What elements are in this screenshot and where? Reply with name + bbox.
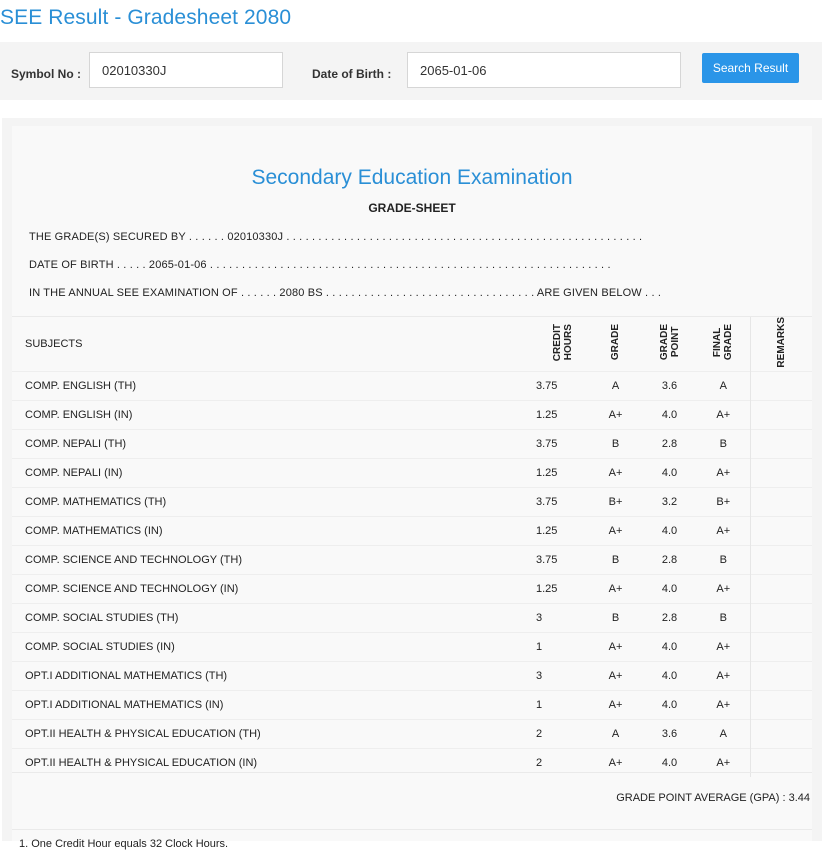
grade-point-cell: 4.0 bbox=[642, 400, 697, 429]
col-header-credit-hours: CREDIT HOURS bbox=[551, 323, 574, 361]
grade-point-cell: 2.8 bbox=[642, 429, 697, 458]
grade-cell: B bbox=[589, 603, 642, 632]
dob-label: Date of Birth : bbox=[312, 67, 392, 81]
final-grade-cell: A+ bbox=[697, 748, 750, 777]
exam-line: IN THE ANNUAL SEE EXAMINATION OF . . . . . . 2080 BS . . . . . . . . . . . . . . . . . . . . . . . . . . . . . . . . . ARE GIVEN BELOW . . . bbox=[29, 287, 662, 299]
subject-cell: COMP. SCIENCE AND TECHNOLOGY (TH) bbox=[12, 545, 536, 574]
table-row bbox=[12, 719, 812, 748]
col-header-remarks: REMARKS bbox=[775, 317, 787, 368]
grade-cell: A+ bbox=[589, 690, 642, 719]
gradesheet bbox=[12, 126, 812, 850]
remarks-cell bbox=[750, 661, 812, 690]
remarks-cell bbox=[750, 545, 812, 574]
subject-cell: COMP. NEPALI (IN) bbox=[12, 458, 536, 487]
final-grade-cell: B bbox=[697, 603, 750, 632]
credit-hours-cell: 2 bbox=[536, 748, 589, 777]
credit-hours-cell: 3.75 bbox=[536, 371, 589, 400]
grade-point-cell: 4.0 bbox=[642, 632, 697, 661]
grade-point-cell: 4.0 bbox=[642, 458, 697, 487]
grade-point-cell: 2.8 bbox=[642, 545, 697, 574]
remarks-cell bbox=[750, 458, 812, 487]
grade-cell: A+ bbox=[589, 661, 642, 690]
final-grade-cell: A+ bbox=[697, 400, 750, 429]
grade-cell: A+ bbox=[589, 574, 642, 603]
credit-hours-cell: 3.75 bbox=[536, 429, 589, 458]
footnote-divider bbox=[12, 829, 812, 830]
gradesheet-subtitle: GRADE-SHEET bbox=[368, 201, 456, 215]
grade-point-cell: 4.0 bbox=[642, 516, 697, 545]
table-row bbox=[12, 690, 812, 719]
grade-point-cell: 4.0 bbox=[642, 748, 697, 777]
grade-point-cell: 4.0 bbox=[642, 661, 697, 690]
subject-cell: OPT.I ADDITIONAL MATHEMATICS (TH) bbox=[12, 661, 536, 690]
remarks-cell bbox=[750, 632, 812, 661]
grade-cell: A bbox=[589, 371, 642, 400]
table-header-row bbox=[12, 317, 812, 372]
credit-hours-cell: 3.75 bbox=[536, 487, 589, 516]
grade-point-cell: 4.0 bbox=[642, 690, 697, 719]
gpa-line: GRADE POINT AVERAGE (GPA) : 3.44 bbox=[616, 792, 810, 804]
table-row bbox=[12, 458, 812, 487]
grade-point-cell: 3.2 bbox=[642, 487, 697, 516]
date-of-birth-input[interactable] bbox=[407, 52, 681, 88]
symbol-label: Symbol No : bbox=[11, 67, 82, 81]
subject-cell: COMP. SOCIAL STUDIES (TH) bbox=[12, 603, 536, 632]
final-grade-cell: A+ bbox=[697, 632, 750, 661]
exam-title: Secondary Education Examination bbox=[251, 166, 573, 189]
grade-point-cell: 3.6 bbox=[642, 371, 697, 400]
table-row bbox=[12, 574, 812, 603]
final-grade-cell: A+ bbox=[697, 661, 750, 690]
remarks-cell bbox=[750, 690, 812, 719]
final-grade-cell: B bbox=[697, 545, 750, 574]
credit-hours-cell: 1 bbox=[536, 690, 589, 719]
subject-cell: COMP. SOCIAL STUDIES (IN) bbox=[12, 632, 536, 661]
grade-cell: A+ bbox=[589, 400, 642, 429]
grade-cell: B+ bbox=[589, 487, 642, 516]
grade-cell: A bbox=[589, 719, 642, 748]
remarks-cell bbox=[750, 400, 812, 429]
subject-cell: COMP. MATHEMATICS (IN) bbox=[12, 516, 536, 545]
grade-cell: A+ bbox=[589, 748, 642, 777]
remarks-cell bbox=[750, 516, 812, 545]
remarks-cell bbox=[750, 371, 812, 400]
table-row bbox=[12, 545, 812, 574]
table-row bbox=[12, 487, 812, 516]
remarks-cell bbox=[750, 574, 812, 603]
grade-point-cell: 2.8 bbox=[642, 603, 697, 632]
subject-cell: COMP. MATHEMATICS (TH) bbox=[12, 487, 536, 516]
grade-cell: B bbox=[589, 429, 642, 458]
credit-hours-cell: 3.75 bbox=[536, 545, 589, 574]
credit-hours-cell: 1.25 bbox=[536, 458, 589, 487]
credit-hours-cell: 1 bbox=[536, 632, 589, 661]
grade-cell: B bbox=[589, 545, 642, 574]
gradesheet-panel bbox=[2, 118, 822, 850]
credit-hours-cell: 1.25 bbox=[536, 516, 589, 545]
table-row bbox=[12, 632, 812, 661]
table-row bbox=[12, 429, 812, 458]
date-of-birth-line: DATE OF BIRTH . . . . . 2065-01-06 . . . . . . . . . . . . . . . . . . . . . . . . . . . . . . . . . . . . . . . . . . . . . . . . . . . . . . . . . . . . . . . bbox=[29, 259, 611, 271]
subject-cell: COMP. NEPALI (TH) bbox=[12, 429, 536, 458]
col-header-subjects: SUBJECTS bbox=[12, 317, 536, 372]
search-bar bbox=[0, 42, 822, 100]
page-title: SEE Result - Gradesheet 2080 bbox=[0, 6, 292, 29]
table-row bbox=[12, 516, 812, 545]
table-row bbox=[12, 371, 812, 400]
table-row bbox=[12, 661, 812, 690]
symbol-number-input[interactable] bbox=[89, 52, 283, 88]
grade-table bbox=[12, 316, 812, 777]
footnote: 1. One Credit Hour equals 32 Clock Hours. bbox=[19, 838, 229, 850]
secured-by-line: THE GRADE(S) SECURED BY . . . . . . 02010330J . . . . . . . . . . . . . . . . . . . . . . . . . . . . . . . . . . . . . . . . . . . . . . . . . . . . . . . . bbox=[29, 231, 643, 243]
grade-cell: A+ bbox=[589, 516, 642, 545]
col-header-grade-point: GRADE POINT bbox=[658, 324, 681, 361]
final-grade-cell: B+ bbox=[697, 487, 750, 516]
final-grade-cell: B bbox=[697, 429, 750, 458]
credit-hours-cell: 1.25 bbox=[536, 400, 589, 429]
subject-cell: COMP. ENGLISH (IN) bbox=[12, 400, 536, 429]
final-grade-cell: A+ bbox=[697, 458, 750, 487]
credit-hours-cell: 3 bbox=[536, 603, 589, 632]
grade-point-cell: 3.6 bbox=[642, 719, 697, 748]
credit-hours-cell: 2 bbox=[536, 719, 589, 748]
final-grade-cell: A bbox=[697, 371, 750, 400]
grade-cell: A+ bbox=[589, 458, 642, 487]
credit-hours-cell: 1.25 bbox=[536, 574, 589, 603]
remarks-cell bbox=[750, 429, 812, 458]
final-grade-cell: A+ bbox=[697, 690, 750, 719]
grade-cell: A+ bbox=[589, 632, 642, 661]
subject-cell: COMP. SCIENCE AND TECHNOLOGY (IN) bbox=[12, 574, 536, 603]
gpa-divider bbox=[12, 772, 812, 773]
final-grade-cell: A+ bbox=[697, 516, 750, 545]
subject-cell: OPT.II HEALTH & PHYSICAL EDUCATION (IN) bbox=[12, 748, 536, 777]
final-grade-cell: A+ bbox=[697, 574, 750, 603]
subject-cell: COMP. ENGLISH (TH) bbox=[12, 371, 536, 400]
remarks-cell bbox=[750, 603, 812, 632]
credit-hours-cell: 3 bbox=[536, 661, 589, 690]
col-header-final-grade: FINAL GRADE bbox=[712, 324, 735, 361]
col-header-grade: GRADE bbox=[610, 324, 621, 361]
table-row bbox=[12, 400, 812, 429]
subject-cell: OPT.I ADDITIONAL MATHEMATICS (IN) bbox=[12, 690, 536, 719]
search-result-button[interactable]: Search Result bbox=[702, 53, 799, 83]
grade-point-cell: 4.0 bbox=[642, 574, 697, 603]
subject-cell: OPT.II HEALTH & PHYSICAL EDUCATION (TH) bbox=[12, 719, 536, 748]
table-row bbox=[12, 603, 812, 632]
remarks-cell bbox=[750, 487, 812, 516]
final-grade-cell: A bbox=[697, 719, 750, 748]
remarks-cell bbox=[750, 719, 812, 748]
